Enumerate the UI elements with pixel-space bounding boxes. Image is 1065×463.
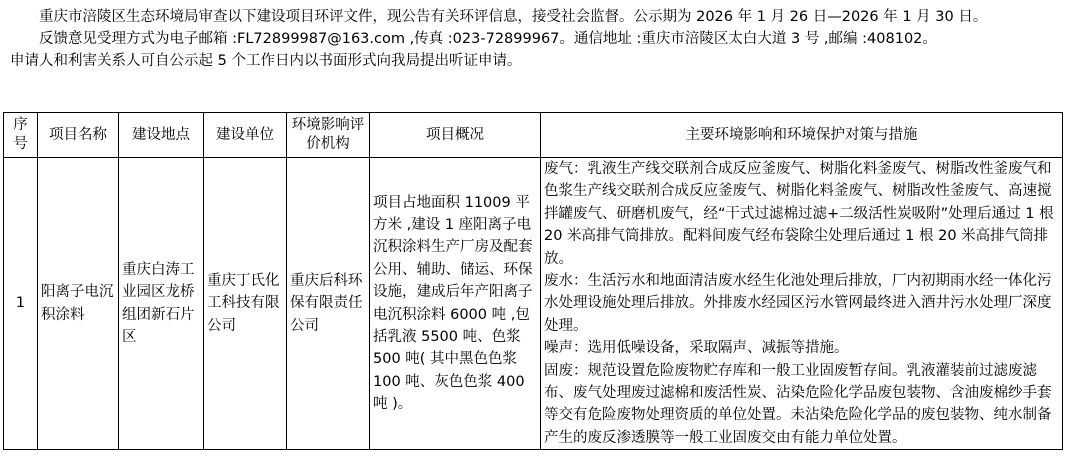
cell-seq: 1: [4, 158, 38, 450]
header-construction-unit: 建设单位: [204, 113, 287, 158]
notice-paragraph-contact: 反馈意见受理方式为电子邮箱 :FL72899987@163.com ,传真 :023-72899967。通信地址 :重庆市涪陵区太白大道 3 号 ,邮编 :408102。: [39, 31, 937, 47]
notice-paragraph-hearing: 申请人和利害关系人可自公示起 5 个工作日内以书面形式向我局提出听证申请。: [10, 53, 522, 69]
cell-measures: [541, 158, 1063, 450]
header-project-name: 项目名称: [38, 113, 119, 158]
cell-project-name: 阳离子电沉积涂料: [38, 158, 119, 450]
project-table: [3, 112, 1063, 450]
cell-location: 重庆白涛工业园区龙桥组团新石片区: [119, 158, 204, 450]
header-location: 建设地点: [119, 113, 204, 158]
cell-construction-unit: 重庆丁氏化工科技有限公司: [204, 158, 287, 450]
cell-eia-agency: 重庆后科环保有限责任公司: [287, 158, 370, 450]
header-overview: 项目概况: [370, 113, 541, 158]
table-row: [4, 158, 1063, 450]
notice-paragraph-period: 重庆市涪陵区生态环境局审查以下建设项目环评文件，现公告有关环评信息，接受社会监督。公示期为 2026 年 1 月 26 日—2026 年 1 月 30 日。: [39, 9, 988, 25]
header-eia-agency: 环境影响评价机构: [287, 113, 370, 158]
notice-text: [10, 6, 1058, 72]
header-seq: 序号: [4, 113, 38, 158]
measure-water: 废水：生活污水和地面清洁废水经生化池处理后排放，厂内初期雨水经一体化污水处理设施处理后排放。外排废水经园区污水管网最终进入酒井污水处理厂深度处理。: [544, 273, 1052, 334]
header-measures: 主要环境影响和环境保护对策与措施: [541, 113, 1063, 158]
table-header-row: [4, 113, 1063, 158]
cell-overview: 项目占地面积 11009 平方米 ,建设 1 座阳离子电沉积涂料生产厂房及配套公用、辅助、储运、环保设施，建成后年产阳离子电沉积涂料 6000 吨 ,包括乳液 5500 吨、色浆 500 吨( 其中黑色色浆 100 吨、灰色色浆 400 吨 )。: [370, 158, 541, 450]
measure-noise: 噪声：选用低噪设备，采取隔声、减振等措施。: [544, 340, 849, 357]
measure-gas: 废气：乳液生产线交联剂合成反应釜废气、树脂化料釜废气、树脂改性釜废气和色浆生产线交联剂合成反应釜废气、树脂化料釜废气、树脂改性釜废气、高速搅拌罐废气、研磨机废气，经“干式过滤棉过滤+二级活性炭吸附”处理后通过 1 根 20 米高排气筒排放。配料间废气经布袋除尘处理后通过 1 根 20 米高排气筒排放。: [544, 161, 1054, 267]
measure-solid: 固废：规范设置危险废物贮存库和一般工业固废暂存间。乳液灌装前过滤废滤布、废气处理废过滤棉和废活性炭、沾染危险化学品废包装物、含油废棉纱手套等交有危险废物处理资质的单位处置。未沾染危险化学品的废包装物、纯水制备产生的废反渗透膜等一般工业固废交由有能力单位处置。: [544, 362, 1052, 446]
